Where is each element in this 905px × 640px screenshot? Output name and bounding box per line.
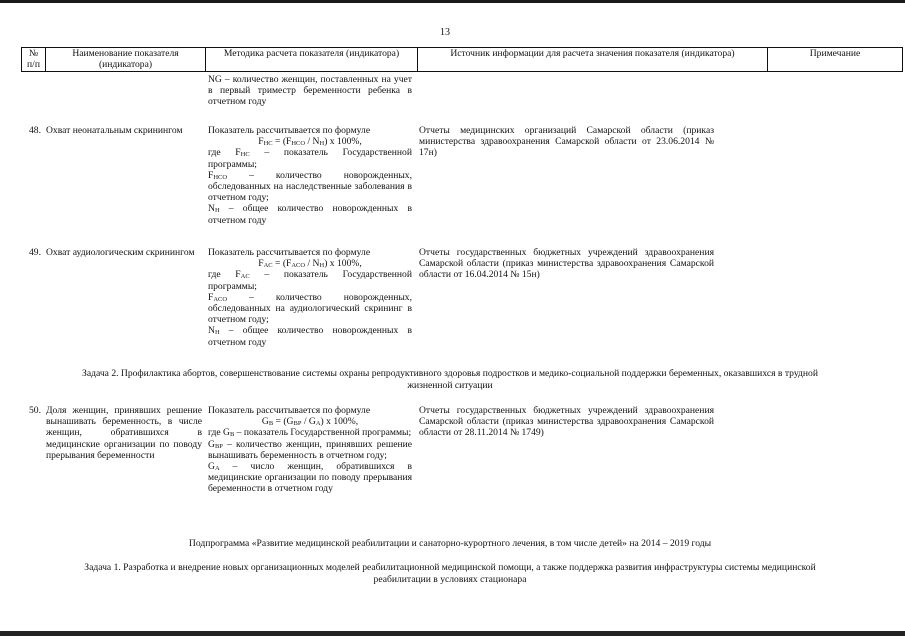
scan-top-edge [0,0,905,3]
scan-bottom-edge [0,631,905,636]
row-49-method [208,247,412,348]
row-49-definition-2: $F_{ACO}$ – количество новорожденных, обследованных на аудиологический скрининг в отчетном году; [208,291,412,326]
header-source: Источник информации для расчета значения показателя (индикатора) [418,48,768,72]
row-48-definition-2: $F_{HCO}$ – количество новорожденных, обследованных на наследственные заболевания в отчетном году; [208,169,412,204]
page-number: 13 [440,27,450,38]
row-50-definition-2: $G_{BP}$ – количество женщин, принявших решение вынашивать беременность в отчетном году; [208,438,412,461]
row-50-number: 50. [29,405,41,416]
row-50-formula: $G_B = (G_{BP} / G_A)$ x 100%, [261,416,359,428]
row-50-method-intro: Показатель рассчитывается по формуле [208,405,371,416]
task-1-heading: Задача 1. Разработка и внедрение новых организационных моделей реабилитационной медицинской помощи, а также поддержка развития инфраструктуры системы медицинской реабилитации в условиях стационара [84,562,816,585]
carry-over-text: NG – количество женщин, поставленных на учет в первый триместр беременности ребенка в отчетном году [208,74,412,108]
row-48-formula: $F_{HC} = (F_{HCO} / N_H)$ x 100%, [258,136,362,148]
row-48-method-intro: Показатель рассчитывается по формуле [208,125,371,136]
row-49-method-intro: Показатель рассчитывается по формуле [208,247,371,258]
header-name: Наименование показателя (индикатора) [46,48,206,72]
table-header [21,47,903,72]
task-2-heading: Задача 2. Профилактика абортов, совершенствование системы охраны репродуктивного здоровья подростков и медико-социальной поддержки беременных, оказавшихся в трудной жизненной ситуации [82,368,818,391]
row-50-definition-3: $G_A$ – число женщин, обратившихся в медицинские организации по поводу прерывания беременности в отчетном году [208,461,412,495]
row-50-source: Отчеты государственных бюджетных учреждений здравоохранения Самарской области (приказ министерства здравоохранения Самарской области от 28.11.2014 № 1749) [419,405,714,439]
row-48-definition-1: где $F_{HC}$ – показатель Государственной программы; [208,147,412,170]
row-48-name: Охват неонатальным скринингом [46,125,183,136]
row-49-definition-1: где $F_{AC}$ – показатель Государственной программы; [208,269,412,292]
row-48-source: Отчеты медицинских организаций Самарской области (приказ министерства здравоохранения Самарской области от 23.06.2014 № 17н) [419,125,714,159]
row-49-name: Охват аудиологическим скринингом [46,247,195,258]
header-method: Методика расчета показателя (индикатора) [206,48,418,72]
row-48-number: 48. [29,125,41,136]
row-50-method [208,405,412,495]
row-50-definition-1: где $G_B$ – показатель Государственной программы; [208,427,412,439]
row-49-number: 49. [29,247,41,258]
row-49-formula: $F_{AC} = (F_{ACO} / N_H)$ x 100%, [258,258,362,270]
row-48-definition-3: $N_H$ – общее количество новорожденных в отчетном году [208,203,412,226]
row-48-method [208,125,412,226]
row-49-source: Отчеты государственных бюджетных учреждений здравоохранения Самарской области (приказ министерства здравоохранения Самарской области от 16.04.2014 № 15н) [419,247,714,281]
row-49-definition-3: $N_H$ – общее количество новорожденных в отчетном году [208,325,412,348]
header-num: № п/п [22,48,46,72]
row-50-name: Доля женщин, принявших решение вынашивать беременность, в числе женщин, обратившихся в медицинские организации по поводу прерывания беременности [46,405,202,461]
subprogram-heading: Подпрограмма «Развитие медицинской реабилитации и санаторно-курортного лечения, в том числе детей» на 2014 – 2019 годы [188,538,712,549]
header-note: Примечание [768,48,903,72]
